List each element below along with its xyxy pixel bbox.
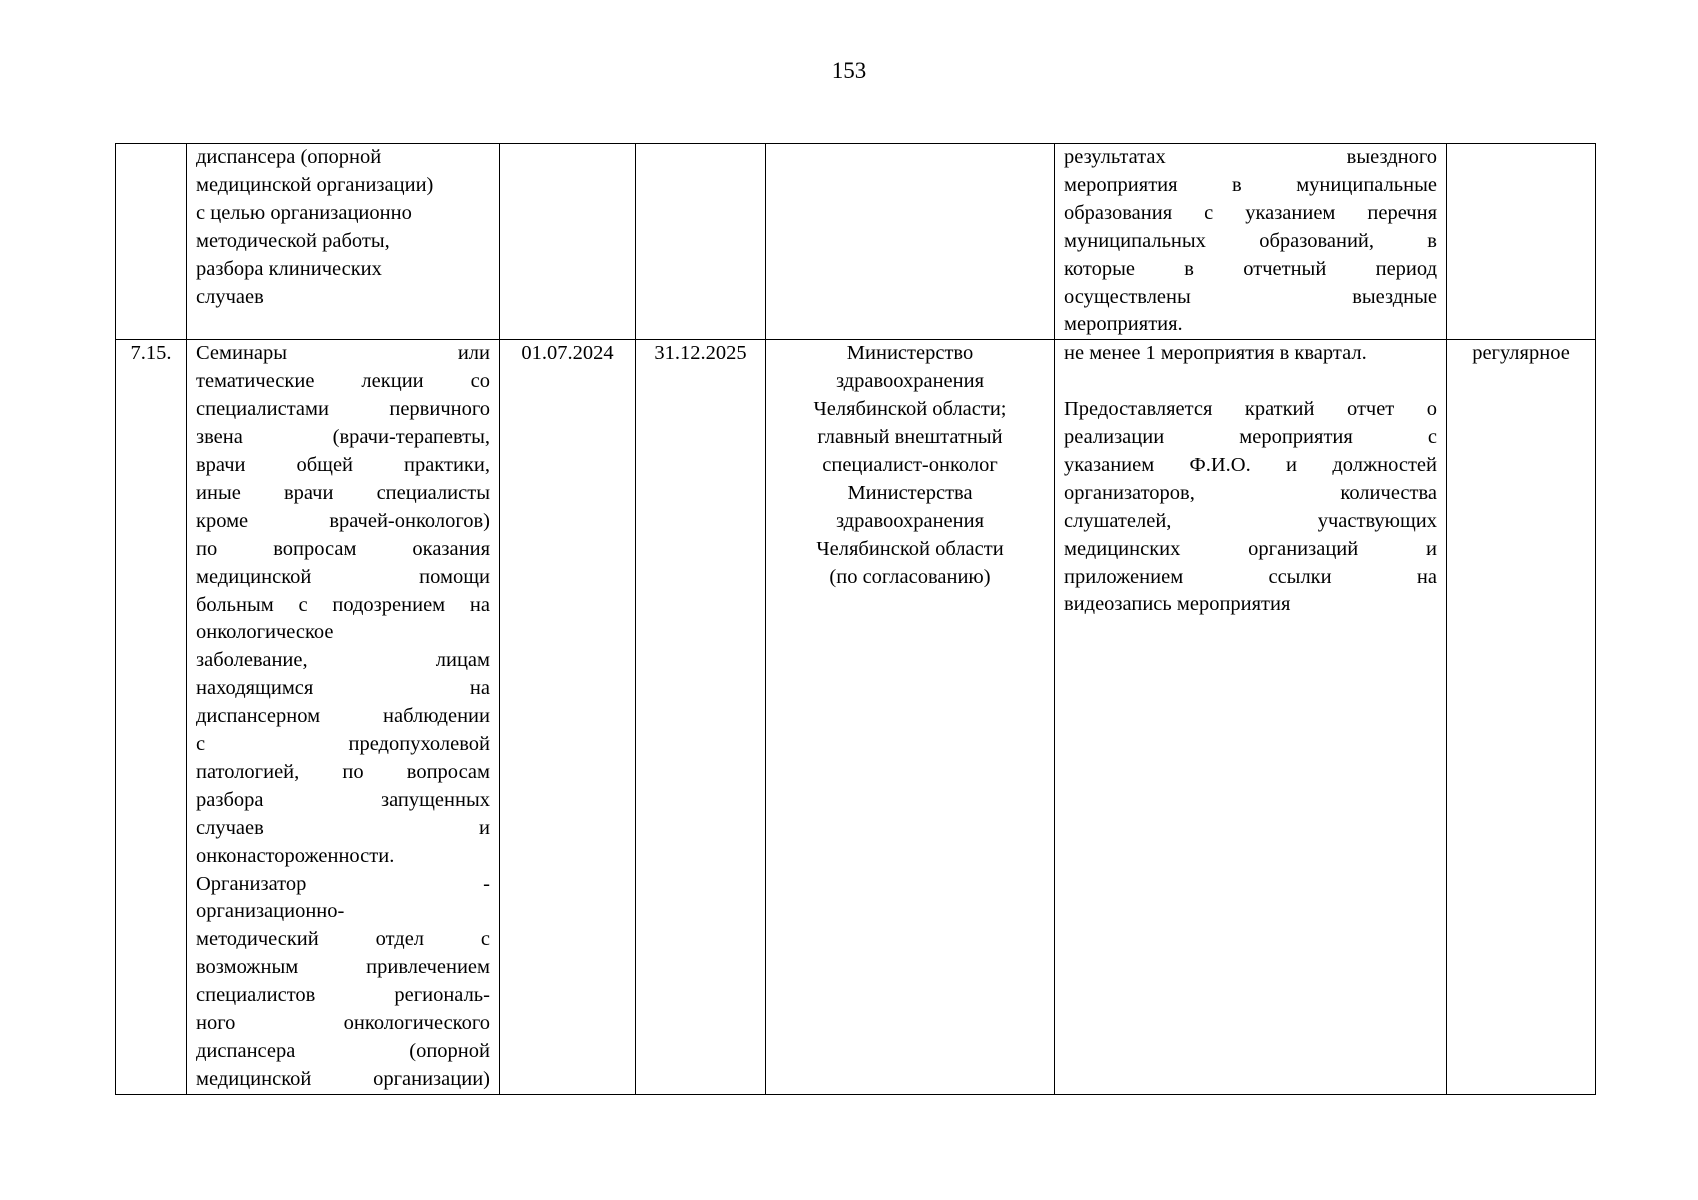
result-line: приложением ссылки на (1064, 565, 1437, 588)
end-date-cell: 31.12.2025 (636, 340, 766, 1094)
result-line: которые в отчетный период (1064, 257, 1437, 280)
activity-name-line: диспансерном наблюдении (196, 705, 490, 728)
activity-name-line: случаев (196, 285, 264, 308)
result-line: реализации мероприятия с (1064, 426, 1437, 449)
activity-name-line: диспансера (опорной (196, 146, 382, 168)
result-line: осуществлены выездные (1064, 285, 1437, 308)
activity-name-cell (187, 144, 500, 340)
responsible-cell (766, 340, 1055, 1094)
activity-name-line: возможным привлечением (196, 956, 490, 979)
activity-name-line: онконастороженности. (196, 844, 395, 867)
activity-name-line: по вопросам оказания (196, 537, 490, 560)
activity-name-line: иные врачи специалисты (196, 481, 490, 504)
activity-name-line: организационно- (196, 900, 345, 923)
activity-name-line: специалистов региональ- (196, 984, 490, 1007)
end-date-cell (636, 144, 766, 340)
activity-name-line: находящимся на (196, 677, 490, 700)
activity-name-cell (187, 340, 500, 1094)
responsible-line: здравоохранения (835, 370, 985, 393)
activity-name-line: с целью организационно (196, 201, 412, 224)
start-date-cell (500, 144, 636, 340)
table-row-7-15 (116, 340, 1596, 1094)
paragraph-gap (1064, 368, 1437, 396)
activity-name-line: разбора клинических (196, 257, 382, 280)
periodicity-cell: регулярное (1447, 340, 1596, 1094)
activity-name-line: Семинары или (196, 342, 490, 365)
activity-name-line: звена (врачи-терапевты, (196, 426, 490, 449)
result-line: образования с указанием перечня (1064, 201, 1437, 224)
result-line: результатах выездного (1064, 146, 1437, 168)
result-cell (1055, 144, 1447, 340)
row-number-cell: 7.15. (116, 340, 187, 1094)
activity-name-line: методической работы, (196, 229, 390, 252)
row-number-cell (116, 144, 187, 340)
responsible-line: Челябинской области; (813, 398, 1007, 421)
responsible-line: здравоохранения (835, 509, 985, 532)
responsible-cell (766, 144, 1055, 340)
activity-name-line: врачи общей практики, (196, 453, 490, 476)
result-line: мероприятия в муниципальные (1064, 173, 1437, 196)
responsible-line: специалист-онколог (822, 453, 998, 476)
activity-name-line: медицинской организации) (196, 173, 434, 196)
activity-name-line: медицинской организации) (196, 1067, 490, 1090)
result-line: Предоставляется краткий отчет о (1064, 398, 1437, 421)
activity-name-line: случаев и (196, 816, 490, 839)
result-line: медицинских организаций и (1064, 537, 1437, 560)
activity-name-line: с предопухолевой (196, 733, 490, 756)
responsible-line: Челябинской области (816, 537, 1004, 560)
activity-name-line: онкологическое (196, 621, 334, 644)
activity-name-line: патологией, по вопросам (196, 760, 490, 783)
periodicity-cell (1447, 144, 1596, 340)
activity-name-line: специалистами первичного (196, 398, 490, 421)
start-date-cell: 01.07.2024 (500, 340, 636, 1094)
activity-name-line: методический отдел с (196, 928, 490, 951)
activity-name-line: тематические лекции со (196, 370, 490, 393)
activity-name-line: заболевание, лицам (196, 649, 490, 672)
responsible-line: (по согласованию) (829, 565, 991, 588)
responsible-line: Министерство (846, 342, 974, 365)
result-line: организаторов, количества (1064, 481, 1437, 504)
result-line: слушателей, участвующих (1064, 509, 1437, 532)
activity-name-line: кроме врачей-онкологов) (196, 509, 490, 532)
result-cell (1055, 340, 1447, 1094)
activity-name-line: ного онкологического (196, 1012, 490, 1035)
result-line: мероприятия. (1064, 313, 1183, 336)
result-line: видеозапись мероприятия (1064, 593, 1291, 616)
result-line: муниципальных образований, в (1064, 229, 1437, 252)
activities-table (115, 143, 1596, 1095)
page-number: 153 (831, 58, 867, 83)
activity-name-line: больным с подозрением на (196, 593, 490, 616)
activity-name-line: разбора запущенных (196, 788, 490, 811)
responsible-line: главный внештатный (817, 426, 1003, 449)
activity-name-line: Организатор - (196, 872, 490, 895)
activity-name-line: диспансера (опорной (196, 1040, 490, 1062)
activity-name-line: медицинской помощи (196, 565, 490, 588)
result-line: указанием Ф.И.О. и должностей (1064, 453, 1437, 476)
table-row-continuation (116, 144, 1596, 340)
result-line: не менее 1 мероприятия в квартал. (1064, 342, 1367, 365)
responsible-line: Министерства (847, 481, 973, 504)
